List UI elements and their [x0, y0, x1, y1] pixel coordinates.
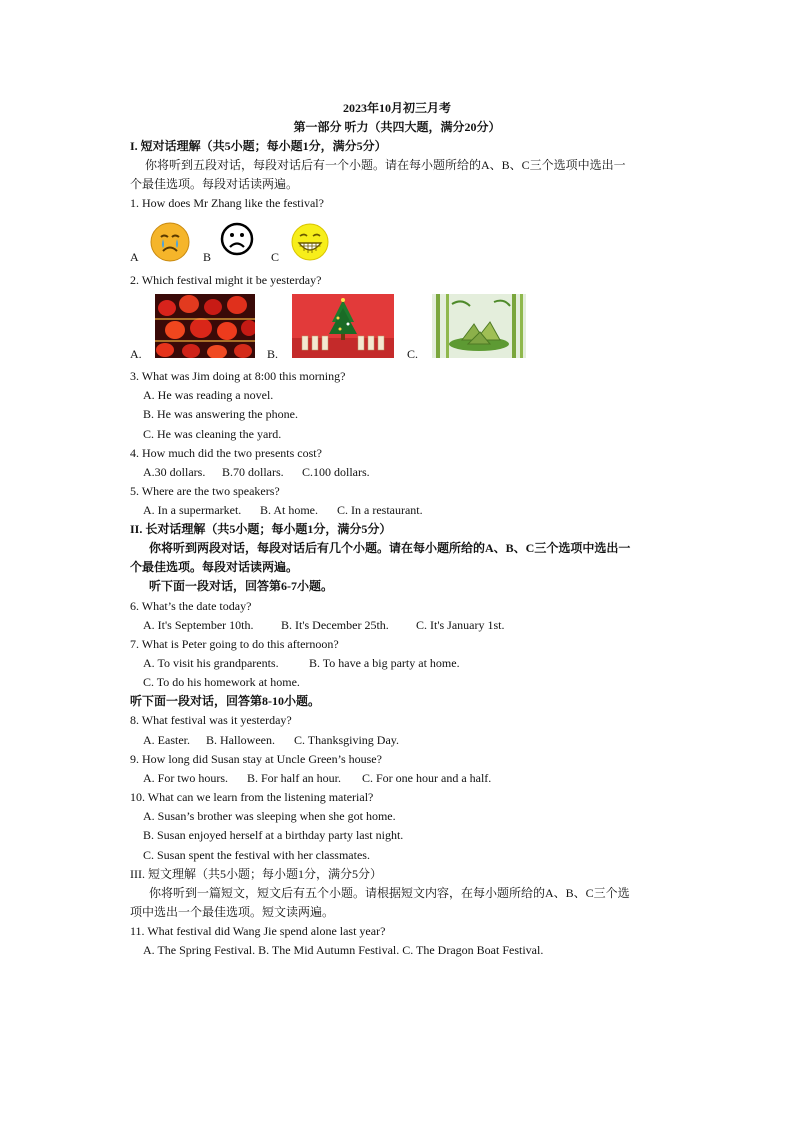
q9-option-b: B. For half an hour.	[247, 771, 341, 785]
question-1: 1. How does Mr Zhang like the festival?	[130, 196, 324, 210]
question-10: 10. What can we learn from the listening material?	[130, 790, 374, 804]
section-3-instruction-line1: 你将听到一篇短文，短文后有五个小题。请根据短文内容，在每小题所给的A、B、C三个选	[149, 886, 630, 900]
question-4: 4. How much did the two presents cost?	[130, 446, 322, 460]
q6-option-a: A. It's September 10th.	[143, 618, 254, 632]
section-1-instruction-line1: 你将听到五段对话，每段对话后有一个小题。请在每小题所给的A、B、C三个选项中选出一	[145, 158, 626, 172]
q8-option-a: A. Easter.	[143, 733, 190, 747]
q1-option-a-label: A	[130, 250, 139, 264]
q2-option-b-label: B.	[267, 347, 279, 361]
q8-option-c: C. Thanksgiving Day.	[294, 733, 399, 747]
question-5: 5. Where are the two speakers?	[130, 484, 280, 498]
q5-option-a: A. In a supermarket.	[143, 503, 242, 517]
question-9: 9. How long did Susan stay at Uncle Green’s house?	[130, 752, 382, 766]
q3-option-b: B. He was answering the phone.	[143, 407, 298, 421]
question-3: 3. What was Jim doing at 8:00 this morning?	[130, 369, 346, 383]
question-8: 8. What festival was it yesterday?	[130, 713, 292, 727]
q10-option-a: A. Susan’s brother was sleeping when she got home.	[143, 809, 396, 823]
q7-option-c: C. To do his homework at home.	[143, 675, 300, 689]
question-7: 7. What is Peter going to do this afternoon?	[130, 637, 339, 651]
christmas-tree-image	[292, 294, 394, 358]
zongzi-bamboo-image	[432, 294, 526, 358]
q7-option-a: A. To visit his grandparents.	[143, 656, 279, 670]
q6-option-c: C. It's January 1st.	[416, 618, 505, 632]
q8-option-b: B. Halloween.	[206, 733, 275, 747]
q6-option-b: B. It's December 25th.	[281, 618, 389, 632]
question-2: 2. Which festival might it be yesterday?	[130, 273, 322, 287]
q9-option-c: C. For one hour and a half.	[362, 771, 492, 785]
q4-option-a: A.30 dollars.	[143, 465, 206, 479]
question-11: 11. What festival did Wang Jie spend alone last year?	[130, 924, 386, 938]
dialogue-1-intro: 听下面一段对话，回答第6-7小题。	[149, 579, 333, 593]
grinning-face-icon	[290, 222, 330, 262]
q3-option-c: C. He was cleaning the yard.	[143, 427, 282, 441]
part-heading: 第一部分 听力（共四大题，满分20分）	[293, 120, 501, 134]
q7-option-b: B. To have a big party at home.	[309, 656, 460, 670]
question-6: 6. What’s the date today?	[130, 599, 252, 613]
q2-option-a-label: A.	[130, 347, 142, 361]
q9-option-a: A. For two hours.	[143, 771, 229, 785]
exam-title: 2023年10月初三月考	[342, 101, 451, 115]
q5-option-c: C. In a restaurant.	[337, 503, 423, 517]
q11-options: A. The Spring Festival. B. The Mid Autumn Festival. C. The Dragon Boat Festival.	[143, 943, 544, 957]
section-3-heading: III. 短文理解（共5小题；每小题1分，满分5分）	[130, 867, 382, 881]
q1-option-c-label: C	[271, 250, 280, 264]
section-2-heading: II. 长对话理解（共5小题；每小题1分，满分5分）	[130, 522, 392, 536]
red-lanterns-image	[155, 294, 255, 358]
frowning-face-icon	[218, 220, 256, 258]
section-1-heading: I. 短对话理解（共5小题；每小题1分，满分5分）	[130, 139, 387, 153]
q10-option-b: B. Susan enjoyed herself at a birthday party last night.	[143, 828, 404, 842]
q5-option-b: B. At home.	[260, 503, 319, 517]
dialogue-2-intro: 听下面一段对话，回答第8-10小题。	[130, 694, 320, 708]
section-3-instruction-line2: 项中选出一个最佳选项。短文读两遍。	[130, 905, 335, 919]
q2-option-c-label: C.	[407, 347, 419, 361]
q4-option-c: C.100 dollars.	[302, 465, 370, 479]
q1-option-b-label: B	[203, 250, 212, 264]
q3-option-a: A. He was reading a novel.	[143, 388, 274, 402]
section-1-instruction-line2: 个最佳选项。每段对话读两遍。	[130, 177, 299, 191]
section-2-instruction-line2: 个最佳选项。每段对话读两遍。	[130, 560, 299, 574]
crying-face-icon	[150, 222, 190, 262]
q10-option-c: C. Susan spent the festival with her classmates.	[143, 848, 370, 862]
q4-option-b: B.70 dollars.	[222, 465, 284, 479]
section-2-instruction-line1: 你将听到两段对话，每段对话后有几个小题。请在每小题所给的A、B、C三个选项中选出一	[149, 541, 631, 555]
